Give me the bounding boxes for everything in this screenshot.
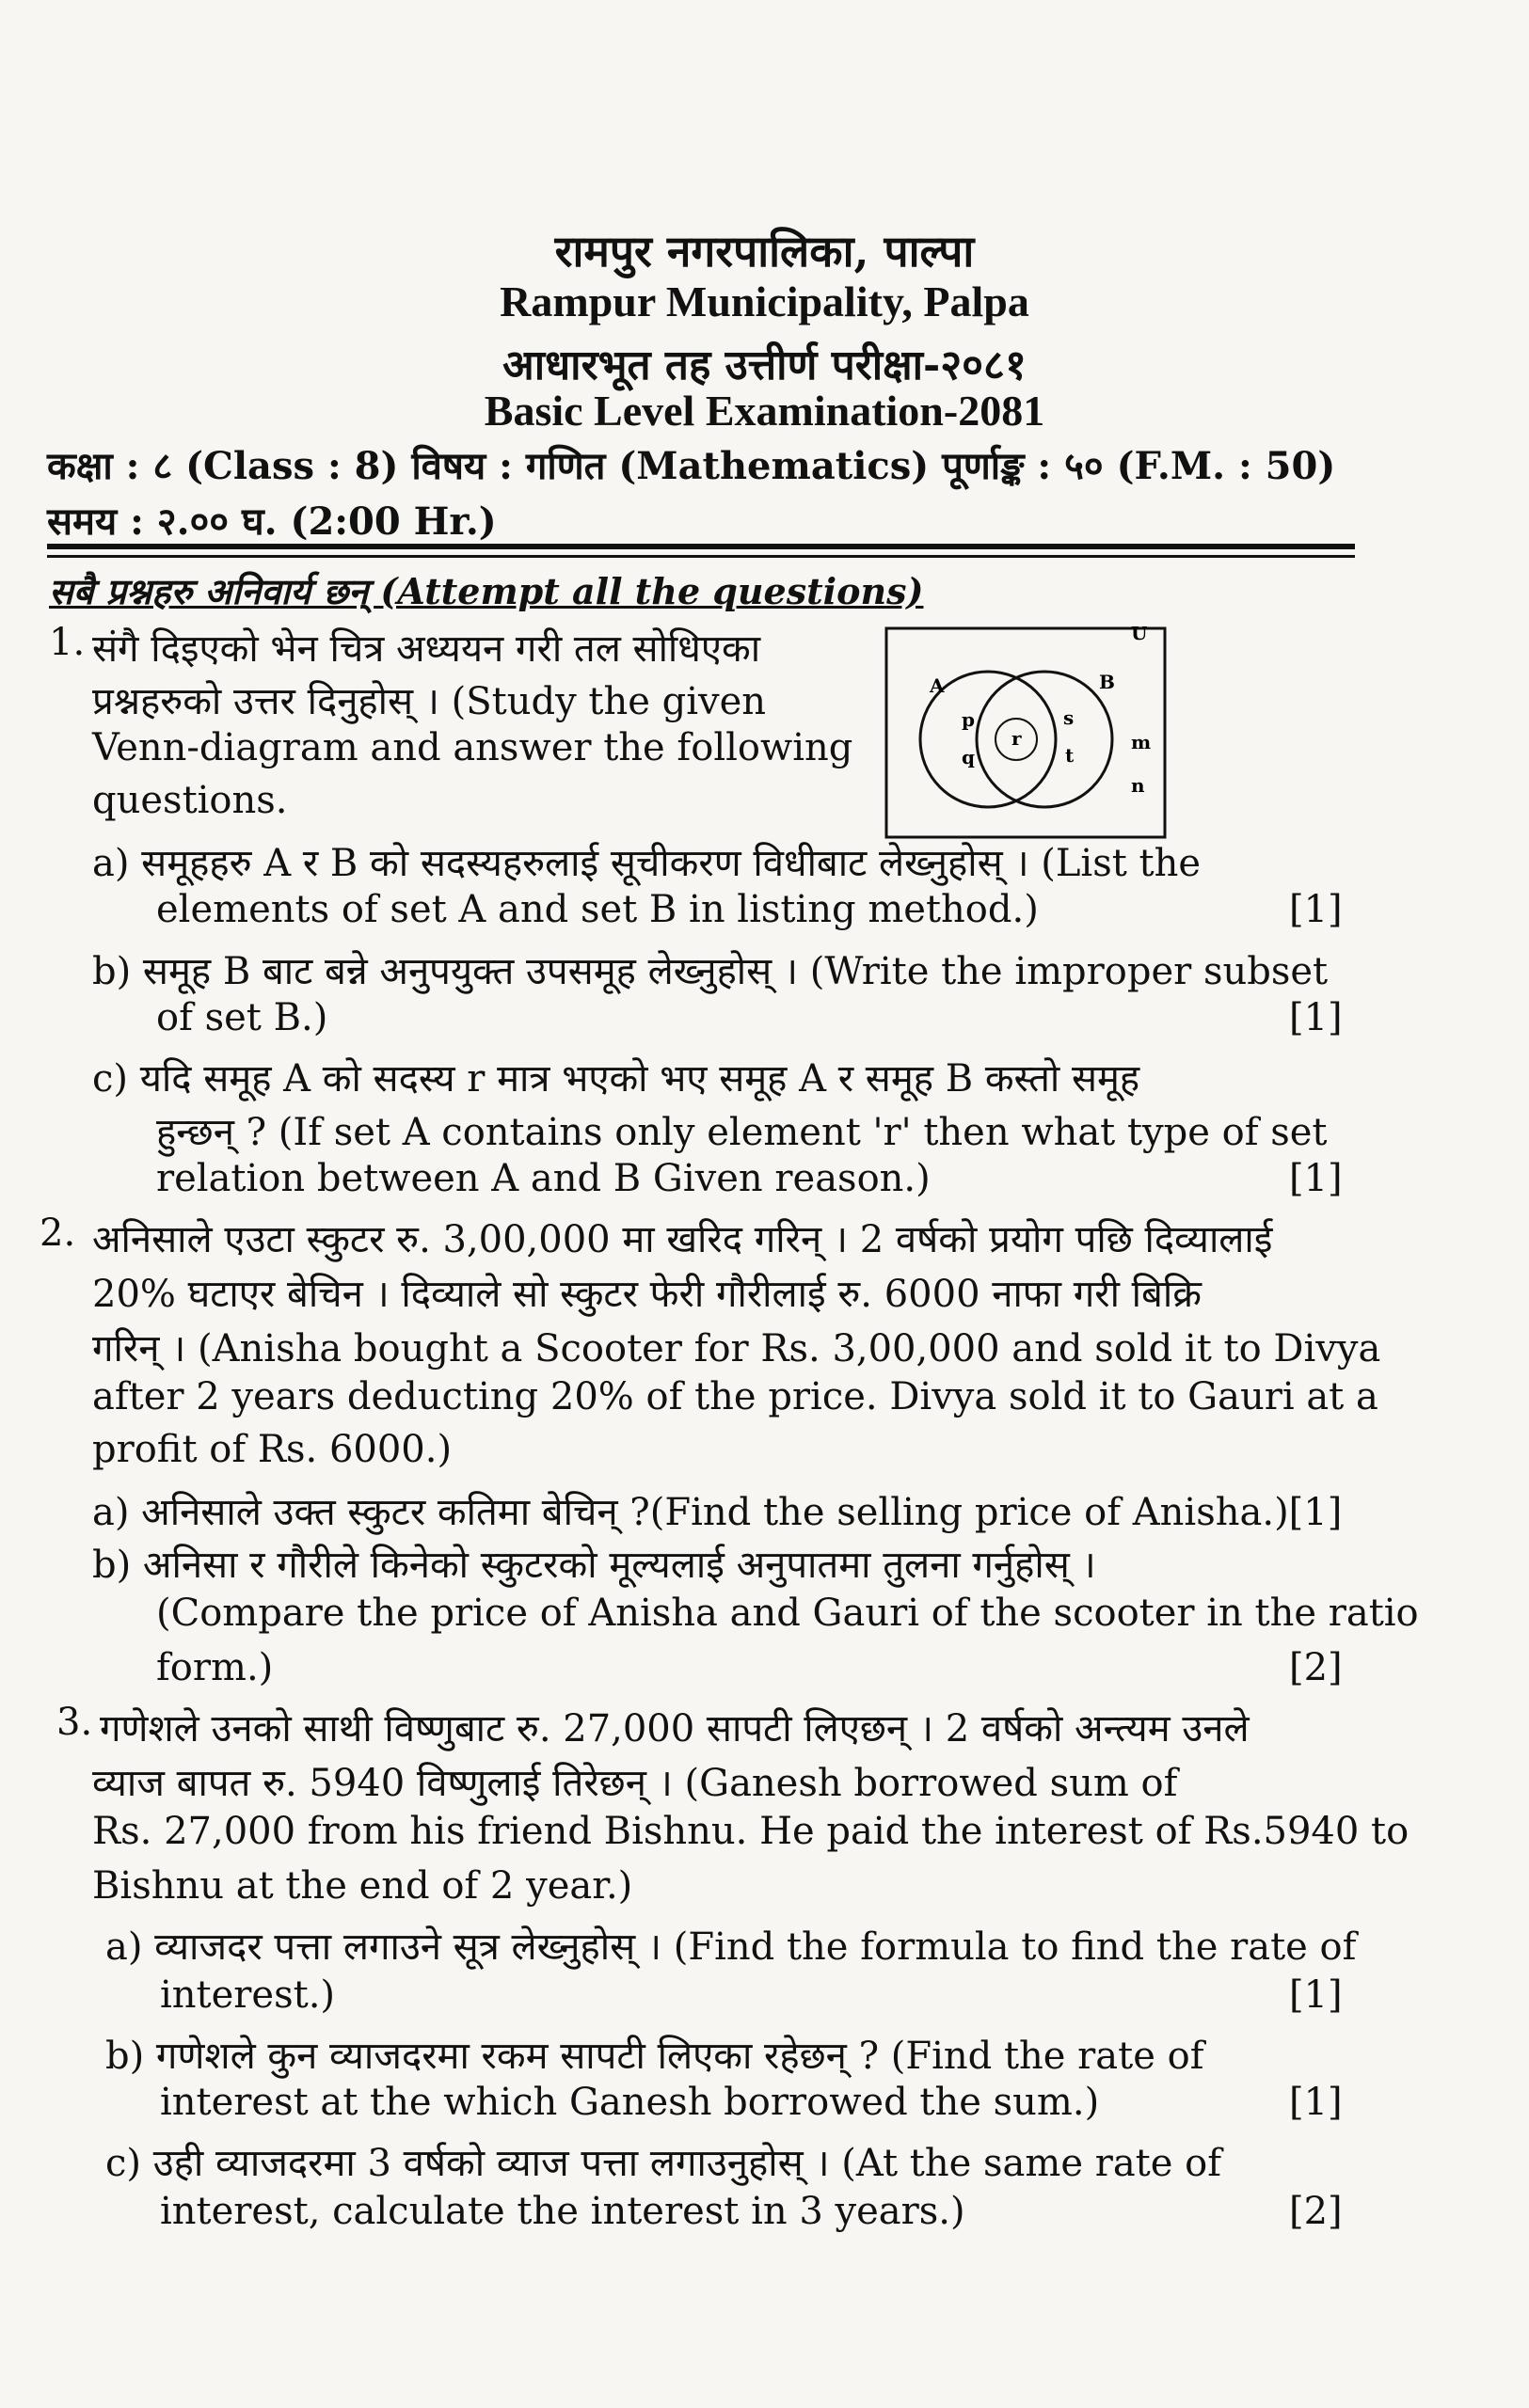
venn-label-b: B <box>1099 671 1115 693</box>
q2-line: अनिसाले एउटा स्कुटर रु. 3,00,000 मा खरिद गरिन् । 2 वर्षको प्रयोग पछि दिव्यालाई <box>92 1218 1273 1261</box>
q2-line: after 2 years deducting 20% of the price. Divya sold it to Gauri at a <box>92 1375 1378 1418</box>
q3-a-line: interest.) <box>160 1973 336 2017</box>
q3-b-line: b) गणेशले कुन व्याजदरमा रकम सापटी लिएका रहेछन् ? (Find the rate of <box>105 2035 1204 2078</box>
q2-b-line: form.) <box>156 1646 274 1689</box>
q1-line: Venn-diagram and answer the following <box>92 726 853 769</box>
q1-b-line: of set B.) <box>156 996 328 1039</box>
venn-elem: r <box>1011 727 1022 750</box>
q3-c-line: c) उही व्याजदरमा 3 वर्षको व्याज पत्ता लगाउनुहोस् । (At the same rate of <box>105 2142 1222 2185</box>
q1-line: संगै दिइएको भेन चित्र अध्ययन गरी तल सोधिएका <box>92 627 761 671</box>
q2-b-marks: [2] <box>1289 1646 1343 1689</box>
q1-b-marks: [1] <box>1289 996 1343 1039</box>
q1-number: 1. <box>49 621 86 664</box>
q3-number: 3. <box>56 1701 93 1744</box>
q3-line: व्याज बापत रु. 5940 विष्णुलाई तिरेछन् । (Ganesh borrowed sum of <box>92 1762 1178 1805</box>
time-line: समय : २.०० घ. (2:00 Hr.) <box>47 499 497 544</box>
venn-diagram <box>884 626 1167 839</box>
q1-a-line: elements of set A and set B in listing method.) <box>156 888 1039 931</box>
q3-b-line: interest at the which Ganesh borrowed the sum.) <box>160 2081 1100 2124</box>
q3-a-marks: [1] <box>1289 1973 1343 2017</box>
q1-a-line: a) समूहहरु A र B को सदस्यहरुलाई सूचीकरण विधीबाट लेख्नुहोस् । (List the <box>92 842 1202 885</box>
venn-elem: n <box>1131 774 1145 797</box>
q2-line: गरिन् । (Anisha bought a Scooter for Rs. 3,00,000 and sold it to Divya <box>92 1327 1381 1370</box>
venn-elem: s <box>1063 706 1075 729</box>
q2-b-line: b) अनिसा र गौरीले किनेको स्कुटरको मूल्यलाई अनुपातमा तुलना गर्नुहोस् । <box>92 1544 1096 1587</box>
q1-c-line: हुन्छन् ? (If set A contains only element 'r' then what type of set <box>156 1111 1328 1154</box>
venn-circle-b <box>977 672 1112 807</box>
venn-elem: t <box>1065 744 1075 767</box>
q2-line: 20% घटाएर बेचिन । दिव्याले सो स्कुटर फेरी गौरीलाई रु. 6000 नाफा गरी बिक्रि <box>92 1273 1202 1316</box>
q3-line: गणेशले उनको साथी विष्णुबाट रु. 27,000 सापटी लिएछन् । 2 वर्षको अन्त्यम उनले <box>100 1707 1250 1751</box>
q2-a-line: a) अनिसाले उक्त स्कुटर कतिमा बेचिन् ?(Find the selling price of Anisha.)[1] <box>92 1491 1343 1534</box>
instruction: सबै प्रश्नहरु अनिवार्य छन् (Attempt all the questions) <box>49 570 924 612</box>
q2-line: profit of Rs. 6000.) <box>92 1428 453 1471</box>
q3-line: Rs. 27,000 from his friend Bishnu. He paid the interest of Rs.5940 to <box>92 1810 1410 1853</box>
municipality-np: रामपुर नगरपालिका, पाल्पा <box>554 226 975 277</box>
q1-line: questions. <box>92 779 288 822</box>
q3-c-marks: [2] <box>1289 2190 1343 2233</box>
venn-label-a: A <box>930 674 945 697</box>
venn-elem: p <box>962 708 975 731</box>
exam-title-en: Basic Level Examination-2081 <box>484 387 1045 435</box>
q2-b-line: (Compare the price of Anisha and Gauri of the scooter in the ratio <box>156 1592 1419 1635</box>
q1-c-marks: [1] <box>1289 1157 1343 1200</box>
q1-a-marks: [1] <box>1289 888 1343 931</box>
venn-elem: q <box>962 746 975 768</box>
venn-elem: m <box>1131 731 1152 753</box>
q1-c-line: relation between A and B Given reason.) <box>156 1157 931 1200</box>
q3-a-line: a) व्याजदर पत्ता लगाउने सूत्र लेख्नुहोस् । (Find the formula to find the rate of <box>105 1925 1357 1969</box>
header-rule-thin <box>47 555 1355 558</box>
class-subject-marks: कक्षा : ८ (Class : 8) विषय : गणित (Mathematics) पूर्णाङ्क : ५० (F.M. : 50) <box>47 444 1336 488</box>
exam-title-np: आधारभूत तह उत्तीर्ण परीक्षा-२०८१ <box>502 341 1027 389</box>
header-rule-thick <box>47 544 1355 549</box>
q2-number: 2. <box>40 1212 76 1255</box>
q1-b-line: b) समूह B बाट बन्ने अनुपयुक्त उपसमूह लेख्नुहोस् । (Write the improper subset <box>92 950 1329 993</box>
q3-c-line: interest, calculate the interest in 3 years.) <box>160 2190 965 2233</box>
municipality-en: Rampur Municipality, Palpa <box>500 277 1029 325</box>
q1-line: प्रश्नहरुको उत्तर दिनुहोस् । (Study the given <box>92 680 767 723</box>
q3-b-marks: [1] <box>1289 2081 1343 2124</box>
venn-label-u: U <box>1131 626 1148 644</box>
q1-c-line: c) यदि समूह A को सदस्य r मात्र भएको भए समूह A र समूह B कस्तो समूह <box>92 1057 1140 1101</box>
q3-line: Bishnu at the end of 2 year.) <box>92 1864 633 1908</box>
